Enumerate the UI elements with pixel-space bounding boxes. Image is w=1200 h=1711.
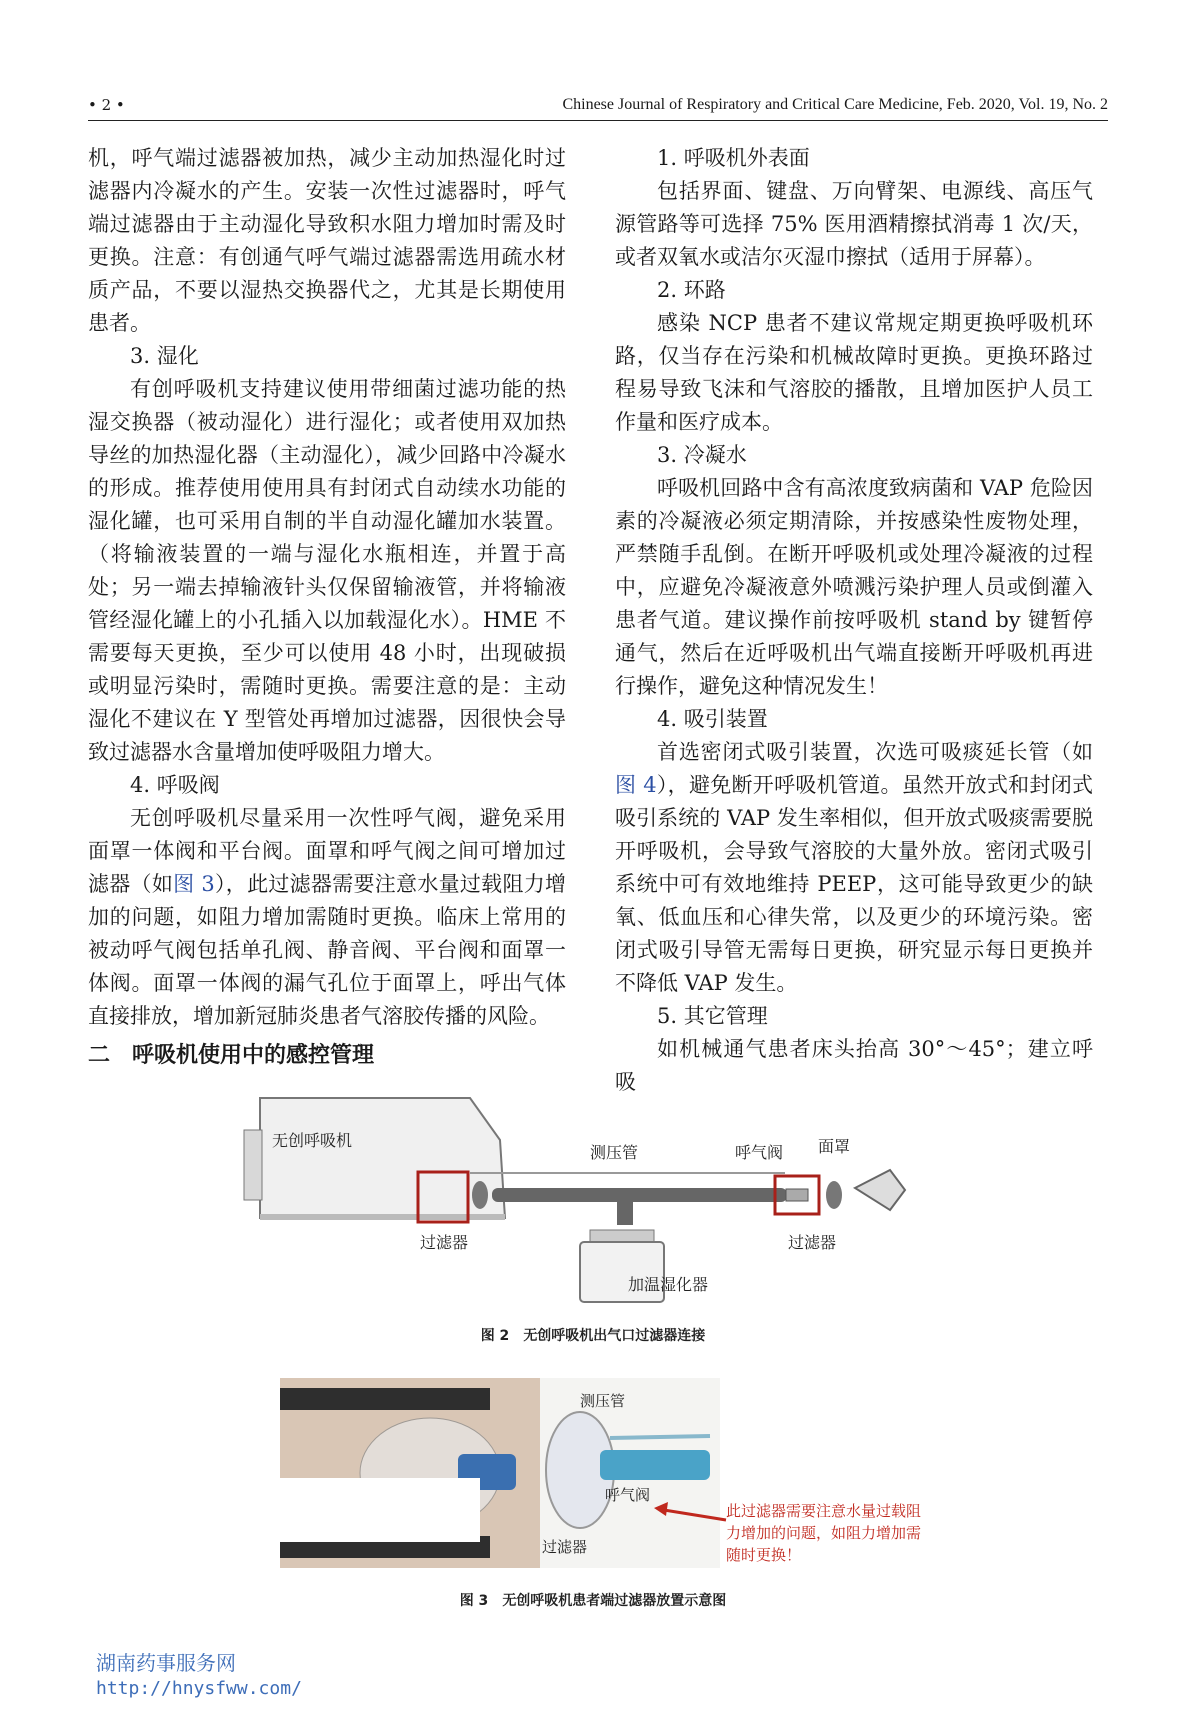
label-humidifier: 加温湿化器 — [628, 1275, 709, 1294]
label-filter-left: 过滤器 — [420, 1233, 469, 1252]
figure-2-caption — [0, 1325, 1200, 1345]
paragraph: 机，呼气端过滤器被加热，减少主动加热湿化时过滤器内冷凝水的产生。安装一次性过滤器时，呼气端过滤器由于主动湿化导致积水阻力增加时需及时更换。注意：有创通气呼气端过滤器需选用疏水材质产品，不要以湿热交换器代之，尤其是长期使用患者。 — [88, 146, 566, 335]
mask — [855, 1170, 905, 1210]
exhale-valve — [786, 1189, 808, 1201]
figure-link[interactable]: 图 4 — [615, 773, 657, 797]
label-exhale-valve: 呼气阀 — [605, 1486, 651, 1504]
subsection-heading: 3. 湿化 — [130, 344, 199, 368]
corrugated-tube — [492, 1188, 787, 1202]
figure-link[interactable]: 图 3 — [173, 872, 215, 896]
watermark — [96, 1650, 302, 1702]
paragraph: 有创呼吸机支持建议使用带细菌过滤功能的热湿交换器（被动湿化）进行湿化；或者使用双加热导丝的加热湿化器（主动湿化），减少回路中冷凝水的形成。推荐使用使用具有封闭式自动续水功能的湿化罐，也可采用自制的半自动湿化罐加水装置。（将输液装置的一端与湿化水瓶相连，并置于高处；另一端去掉输液针头仅保留输液管，并将输液管经湿化罐上的小孔插入以加载湿化水）。HME 不需要每天更换，至少可以使用 48 小时，出现破损或明显污染时，需随时更换。需要注意的是：主动湿化不建议在 Y 型管处再增加过滤器，因很快会导致过滤器水含量增加使呼吸阻力增大。 — [88, 377, 566, 764]
figure-3-note: 此过滤器需要注意水量过载阻力增加的问题，如阻力增加需随时更换！ — [726, 1502, 922, 1564]
text: 无创呼吸机尽量采用一次性呼气阀，避免采用面罩一体阀和平台阀。面罩和呼气阀之间可增加过滤器（如 — [88, 806, 566, 896]
pressure-line — [610, 1436, 710, 1438]
caption-text: 无创呼吸机患者端过滤器放置示意图 — [502, 1593, 727, 1609]
running-header — [88, 94, 1108, 121]
page-number: • 2 • — [88, 96, 125, 114]
label-exhale-valve: 呼气阀 — [735, 1143, 784, 1162]
watermark-name: 湖南药事服务网 — [96, 1651, 236, 1675]
text: 首选密闭式吸引装置，次选可吸痰延长管（如 — [657, 740, 1093, 764]
blue-tube — [600, 1450, 710, 1480]
text: ），避免断开呼吸机管道。虽然开放式和封闭式吸引系统的 VAP 发生率相似，但开放式吸痰需要脱开呼吸机，会导致气溶胶的大量外放。密闭式吸引系统中可有效地维持 PEEP，这可能导致更少的缺氧、低血压和心律失常，以及更少的环境污染。密闭式吸引导管无需每日更换，研究显示每日更换并不降低 VAP 发生。 — [615, 773, 1093, 995]
subsection-heading: 2. 环路 — [657, 278, 726, 302]
subsection-heading: 4. 吸引装置 — [657, 707, 768, 731]
ventilator-circuit-drawing — [230, 1080, 970, 1310]
redacted-area — [280, 1478, 480, 1542]
caption-number: 图 3 — [459, 1593, 489, 1609]
caption-text: 无创呼吸机出气口过滤器连接 — [523, 1328, 706, 1344]
ventilator-side-panel — [244, 1130, 262, 1200]
filter-right — [826, 1181, 842, 1209]
paragraph: 如机械通气患者床头抬高 30°～45°；建立呼吸 — [615, 1037, 1093, 1094]
section-title: 二 呼吸机使用中的感控管理 — [88, 1043, 375, 1068]
paragraph — [615, 736, 1093, 1000]
paragraph: 呼吸机回路中含有高浓度致病菌和 VAP 危险因素的冷凝液必须定期清除，并按感染性废物处理，严禁随手乱倒。在断开呼吸机或处理冷凝液的过程中，应避免冷凝液意外喷溅污染护理人员或倒灌入患者气道。建议操作前按呼吸机 stand by 键暂停通气，然后在近呼吸机出气端直接断开呼吸机再进行操作，避免这种情况发生！ — [615, 476, 1093, 698]
label-ventilator: 无创呼吸机 — [272, 1131, 353, 1150]
subsection-heading: 5. 其它管理 — [657, 1004, 768, 1028]
subsection-heading: 4. 呼吸阀 — [130, 773, 220, 797]
label-pressure-tube: 测压管 — [590, 1143, 639, 1162]
watermark-url[interactable]: http://hnysfww.com/ — [96, 1678, 302, 1699]
humidifier-top — [590, 1230, 654, 1242]
label-mask: 面罩 — [818, 1137, 851, 1156]
subsection-heading: 1. 呼吸机外表面 — [657, 146, 810, 170]
filter-left — [472, 1181, 488, 1209]
paragraph — [88, 802, 566, 1033]
subsection-heading: 3. 冷凝水 — [657, 443, 747, 467]
text: ），此过滤器需要注意水量过载阻力增加的问题，如阻力增加需随时更换。临床上常用的被动呼气阀包括单孔阀、静音阀、平台阀和面罩一体阀。面罩一体阀的漏气孔位于面罩上，呼出气体直接排放，增加新冠肺炎患者气溶胶传播的风险。 — [88, 872, 567, 1028]
label-filter: 过滤器 — [542, 1538, 588, 1556]
figure-2-diagram — [230, 1080, 970, 1310]
label-filter-right: 过滤器 — [788, 1233, 837, 1252]
figure-3-caption — [0, 1590, 1200, 1610]
left-column — [88, 142, 566, 1073]
caption-number: 图 2 — [480, 1328, 510, 1344]
journal-citation: Chinese Journal of Respiratory and Critical Care Medicine, Feb. 2020, Vol. 19, No. 2 — [562, 96, 1108, 113]
head-strap-top — [280, 1388, 490, 1410]
paragraph: 感染 NCP 患者不建议常规定期更换呼吸机环路，仅当存在污染和机械故障时更换。更换环路过程易导致飞沫和气溶胶的播散，且增加医护人员工作量和医疗成本。 — [615, 311, 1093, 434]
right-column — [615, 142, 1093, 1099]
paragraph: 包括界面、键盘、万向臂架、电源线、高压气源管路等可选择 75% 医用酒精擦拭消毒 1 次/天，或者双氧水或洁尔灭湿巾擦拭（适用于屏幕）。 — [615, 179, 1093, 269]
red-arrow — [650, 1500, 730, 1530]
label-pressure-tube: 测压管 — [580, 1392, 626, 1410]
